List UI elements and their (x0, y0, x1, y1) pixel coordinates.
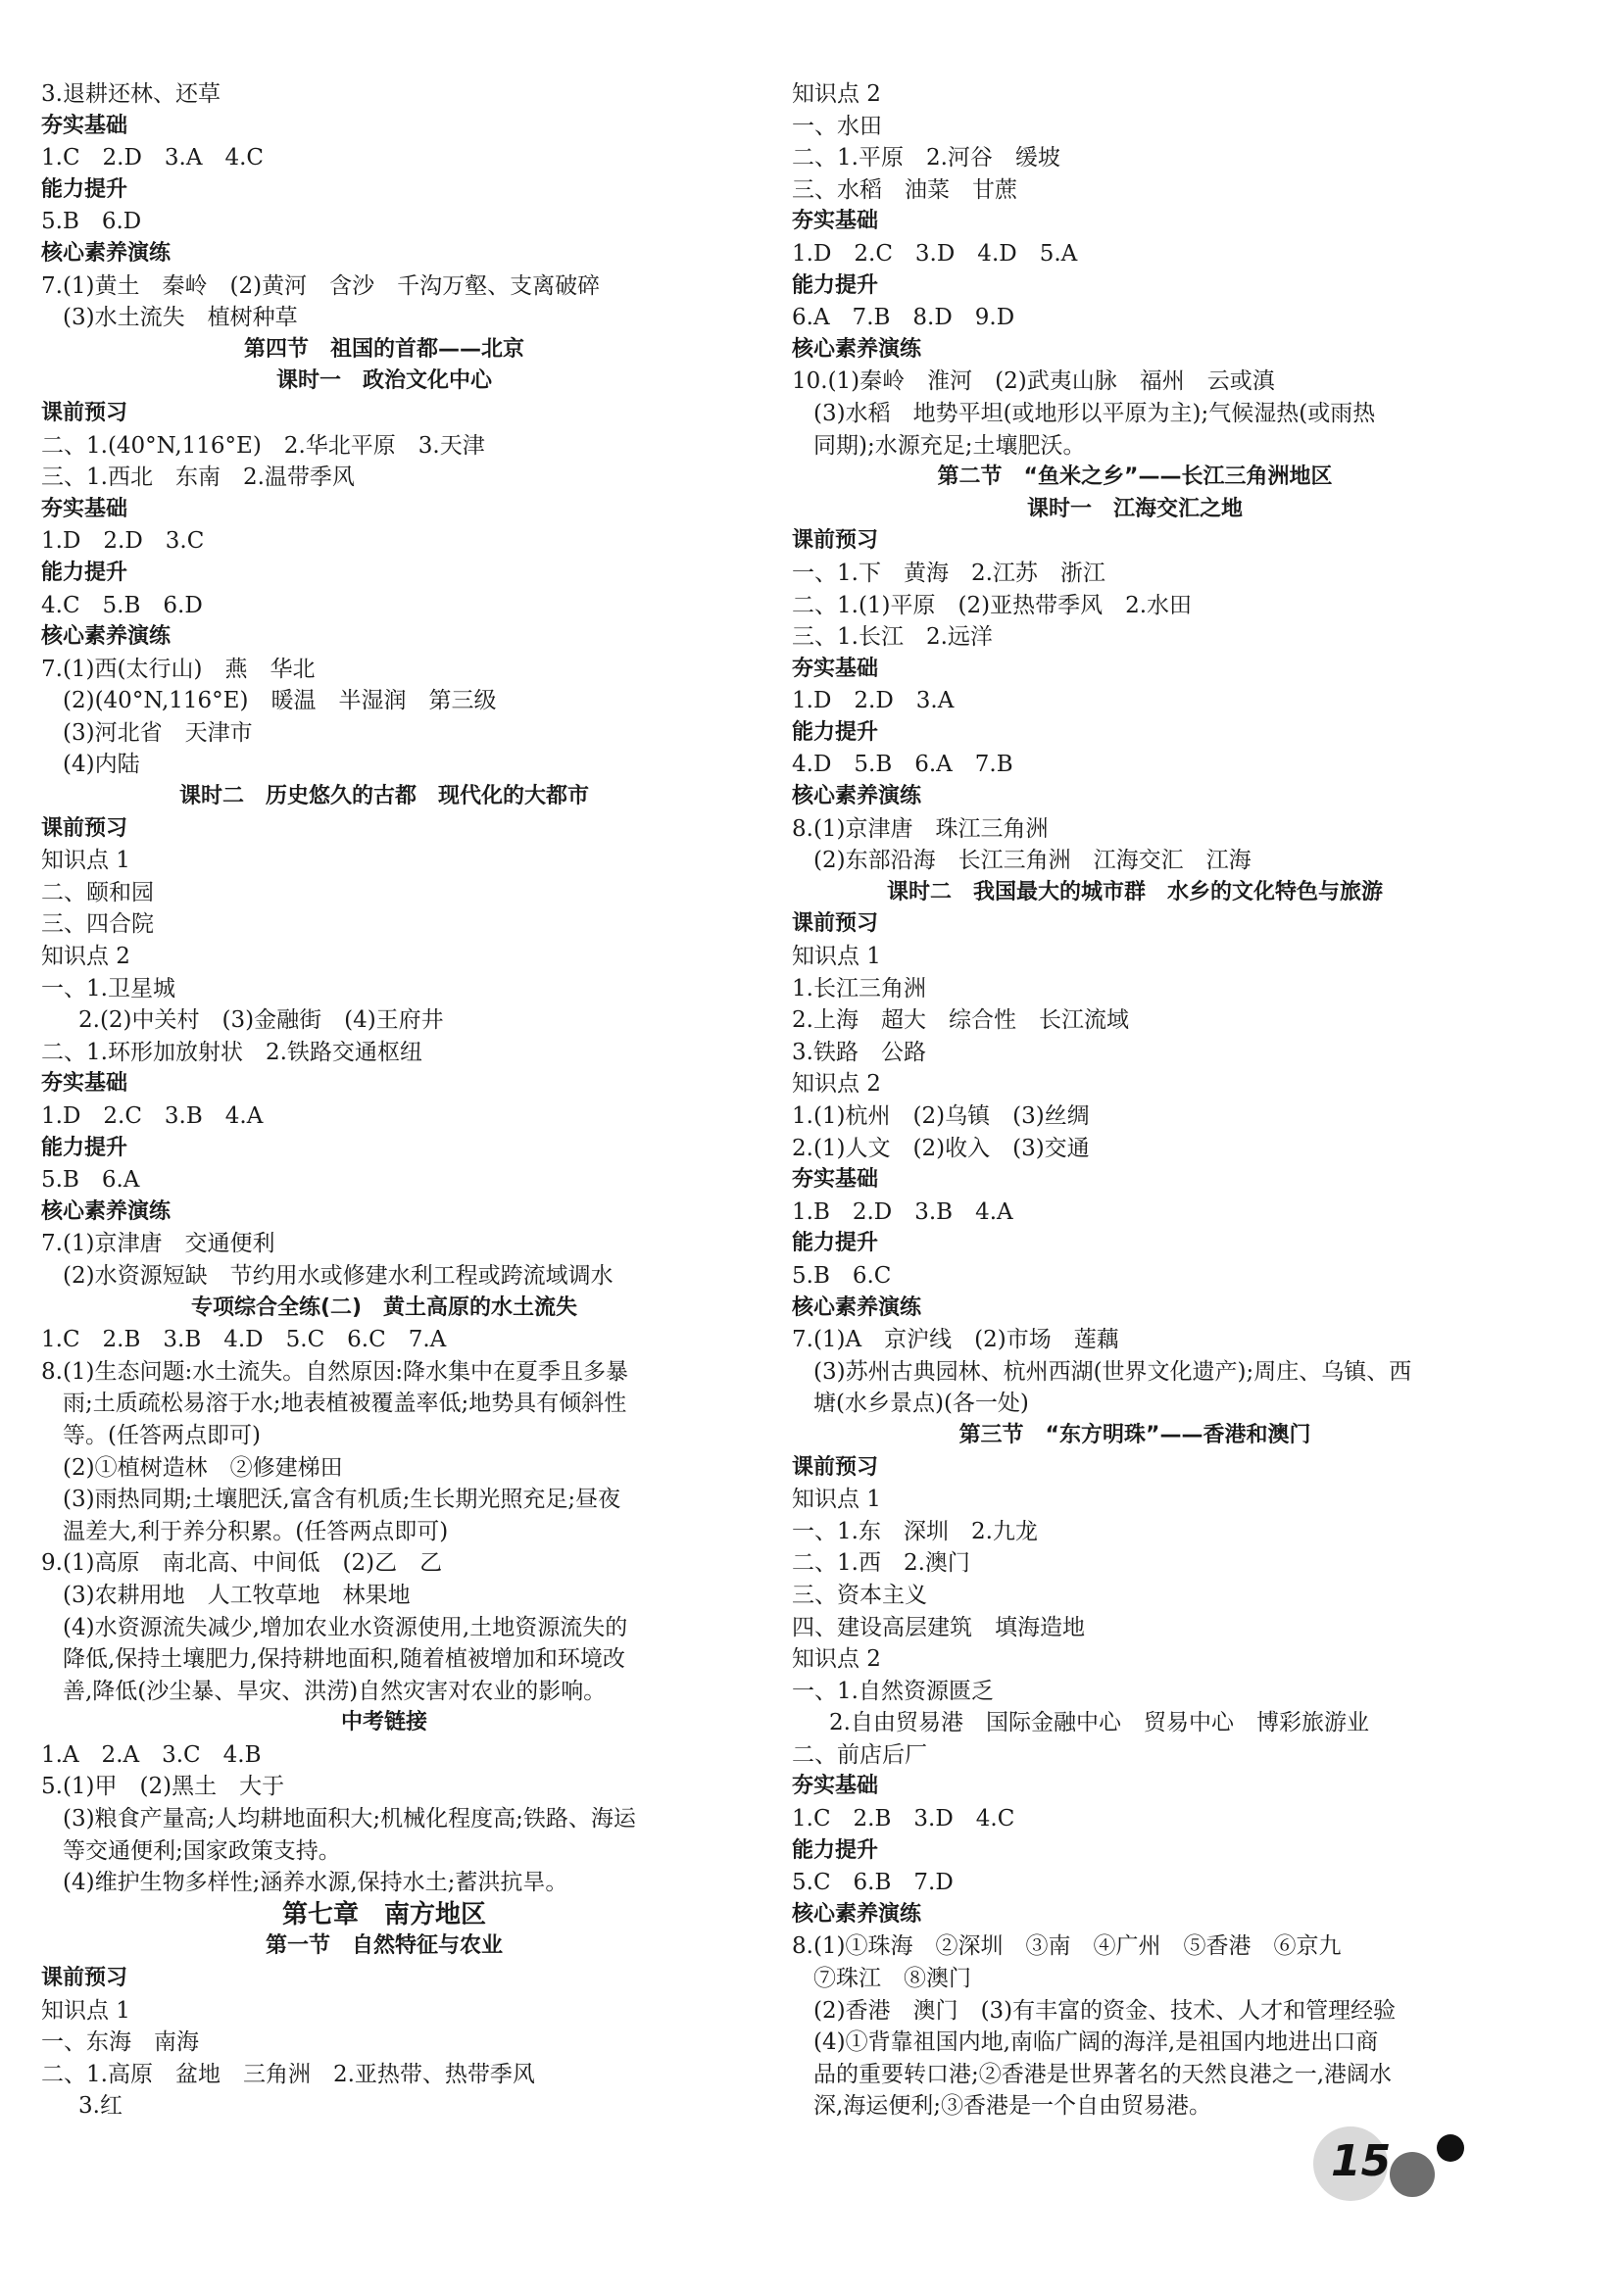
right-column-line: 1.C 2.B 3.D 4.C (792, 1806, 1015, 1832)
left-column-line: (3)水土流失 植树种草 (63, 305, 298, 331)
right-column-line: 5.C 6.B 7.D (792, 1870, 954, 1896)
right-column-line: 同期);水源充足;土壤肥沃。 (813, 432, 1086, 459)
right-column-line: 3.铁路 公路 (792, 1039, 926, 1065)
right-column-line: 塘(水乡景点)(各一处) (813, 1391, 1029, 1417)
right-column-line: 8.(1)①珠海 ②深圳 ③南 ④广州 ⑤香港 ⑥京九 (792, 1933, 1342, 1960)
left-column-line: 2.(2)中关村 (3)金融街 (4)王府井 (78, 1007, 444, 1034)
left-column-line: 等。(任答两点即可) (63, 1422, 261, 1448)
right-column-line: 2.上海 超大 综合性 长江流域 (792, 1007, 1129, 1034)
right-column-line: 夯实基础 (792, 1774, 879, 1799)
left-column-line: 一、1.卫星城 (41, 975, 175, 1001)
right-column-line: 二、1.西 2.澳门 (792, 1550, 970, 1577)
right-column-line: 8.(1)京津唐 珠江三角洲 (792, 815, 1049, 842)
left-column-line: 二、1.(40°N,116°E) 2.华北平原 3.天津 (41, 432, 485, 459)
right-column-line: 二、1.平原 2.河谷 缓坡 (792, 145, 1060, 171)
left-column-line: 二、颐和园 (41, 879, 154, 905)
left-column-line: 等交通便利;国家政策支持。 (63, 1837, 341, 1864)
left-column-line: 5.B 6.D (41, 209, 142, 235)
left-column-line: 第七章 南方地区 (281, 1899, 486, 1930)
left-column-line: 二、1.环形加放射状 2.铁路交通枢纽 (41, 1039, 422, 1065)
right-column-line: 三、资本主义 (792, 1582, 927, 1608)
left-column-line: 核心素养演练 (41, 624, 172, 650)
right-column-line: 一、1.自然资源匮乏 (792, 1678, 994, 1704)
right-column-line: 课前预习 (792, 911, 879, 937)
left-column-line: (3)河北省 天津市 (63, 719, 253, 746)
left-column-line: 9.(1)高原 南北高、中间低 (2)乙 乙 (41, 1550, 443, 1577)
left-column-line: 1.D 2.C 3.B 4.A (41, 1103, 264, 1129)
right-column-line: 二、前店后厂 (792, 1741, 927, 1768)
left-column-line: 核心素养演练 (41, 240, 172, 266)
right-column-line: 夯实基础 (792, 209, 879, 234)
right-column-line: 知识点 1 (792, 1487, 881, 1513)
right-column-line: 课时一 江海交汇之地 (1026, 496, 1243, 521)
left-column-line: 能力提升 (41, 1135, 128, 1160)
right-column-line: 能力提升 (792, 272, 879, 298)
right-column-line: (3)水稻 地势平坦(或地形以平原为主);气候湿热(或雨热 (813, 400, 1376, 426)
left-column-line: 4.C 5.B 6.D (41, 592, 203, 618)
left-column-line: 1.D 2.D 3.C (41, 528, 205, 555)
right-column-line: (3)苏州古典园林、杭州西湖(世界文化遗产);周庄、乌镇、西 (813, 1358, 1412, 1385)
left-column-line: 1.C 2.D 3.A 4.C (41, 145, 265, 171)
right-column-line: 三、水稻 油菜 甘蔗 (792, 176, 1017, 203)
left-column-line: 8.(1)生态问题:水土流失。自然原因:降水集中在夏季且多暴 (41, 1358, 629, 1385)
right-column-line: 核心素养演练 (792, 1295, 922, 1320)
left-column-line: 第四节 祖国的首都——北京 (243, 336, 524, 362)
right-column-line: 一、1.下 黄海 2.江苏 浙江 (792, 560, 1105, 586)
left-column-line: 雨;土质疏松易溶于水;地表植被覆盖率低;地势具有倾斜性 (63, 1391, 627, 1417)
left-column-line: 5.(1)甲 (2)黑土 大于 (41, 1774, 285, 1800)
left-column-line: (3)雨热同期;土壤肥沃,富含有机质;生长期光照充足;昼夜 (63, 1487, 621, 1513)
left-column-line: (3)农耕用地 人工牧草地 林果地 (63, 1582, 411, 1608)
right-column-line: 5.B 6.C (792, 1262, 892, 1289)
right-column-line: 品的重要转口港;②香港是世界著名的天然良港之一,港阔水 (813, 2061, 1393, 2087)
right-column-line: 一、水田 (792, 113, 882, 139)
left-column-line: 5.B 6.A (41, 1167, 140, 1194)
right-column-line: 6.A 7.B 8.D 9.D (792, 305, 1015, 331)
right-column-line: 夯实基础 (792, 656, 879, 681)
left-column-line: 夯实基础 (41, 496, 128, 521)
left-column-line: 二、1.高原 盆地 三角洲 2.亚热带、热带季风 (41, 2061, 535, 2087)
right-column-line: 1.(1)杭州 (2)乌镇 (3)丝绸 (792, 1103, 1090, 1129)
left-column-line: 课时二 历史悠久的古都 现代化的大都市 (178, 784, 589, 809)
right-column-line: 第二节 “鱼米之乡”——长江三角洲地区 (937, 464, 1333, 490)
right-column-line: 10.(1)秦岭 淮河 (2)武夷山脉 福州 云或滇 (792, 368, 1275, 395)
left-column-line: 课前预习 (41, 815, 128, 841)
left-column-line: 夯实基础 (41, 113, 128, 138)
left-column-line: 能力提升 (41, 560, 128, 585)
left-column-line: 专项综合全练(二) 黄土高原的水土流失 (190, 1295, 578, 1320)
left-column-line: (2)水资源短缺 节约用水或修建水利工程或跨流域调水 (63, 1262, 614, 1289)
left-column-line: (4)内陆 (63, 752, 140, 778)
page-number-badge (1313, 2126, 1470, 2205)
left-column-line: 知识点 1 (41, 848, 130, 874)
left-column-line: 能力提升 (41, 176, 128, 202)
right-column-line: 课前预习 (792, 528, 879, 554)
left-column-line: 1.A 2.A 3.C 4.B (41, 1741, 262, 1768)
right-column-line: 核心素养演练 (792, 1901, 922, 1927)
right-column-line: 核心素养演练 (792, 784, 922, 809)
left-column-line: 核心素养演练 (41, 1198, 172, 1224)
right-column-line: 知识点 1 (792, 944, 881, 970)
badge-circle-dark (1437, 2134, 1464, 2162)
left-column-line: (4)水资源流失减少,增加农业水资源使用,土地资源流失的 (63, 1614, 628, 1640)
right-column-line: 三、1.长江 2.远洋 (792, 624, 993, 651)
left-column-line: 中考链接 (340, 1710, 427, 1735)
left-column-line: 课前预习 (41, 1966, 128, 1991)
right-column-line: 核心素养演练 (792, 336, 922, 362)
left-column (41, 78, 727, 2123)
left-column-line: 降低,保持土壤肥力,保持耕地面积,随着植被增加和环境改 (63, 1646, 625, 1673)
right-column-line: 2.(1)人文 (2)收入 (3)交通 (792, 1135, 1090, 1161)
left-column-line: 一、东海 南海 (41, 2029, 199, 2056)
right-column-line: 1.D 2.C 3.D 4.D 5.A (792, 240, 1078, 267)
left-column-line: 3.退耕还林、还草 (41, 81, 221, 107)
right-column-line: 能力提升 (792, 1837, 879, 1863)
right-column-line: 能力提升 (792, 719, 879, 745)
left-column-line: 7.(1)黄土 秦岭 (2)黄河 含沙 千沟万壑、支离破碎 (41, 272, 601, 299)
left-column-line: 7.(1)西(太行山) 燕 华北 (41, 656, 316, 682)
right-column-line: 课时二 我国最大的城市群 水乡的文化特色与旅游 (886, 879, 1383, 904)
left-column-line: 夯实基础 (41, 1071, 128, 1097)
right-column-line: 二、1.(1)平原 (2)亚热带季风 2.水田 (792, 592, 1193, 618)
right-column-line: 能力提升 (792, 1231, 879, 1256)
left-column-line: (4)维护生物多样性;涵养水源,保持水土;蓄洪抗旱。 (63, 1870, 568, 1896)
right-column-line: ⑦珠江 ⑧澳门 (813, 1966, 971, 1992)
left-column-line: 第一节 自然特征与农业 (265, 1933, 503, 1959)
right-column-line: 夯实基础 (792, 1167, 879, 1193)
right-column-line: 一、1.东 深圳 2.九龙 (792, 1518, 1038, 1544)
right-column-line: 1.D 2.D 3.A (792, 688, 955, 714)
left-column-line: 三、1.西北 东南 2.温带季风 (41, 464, 355, 491)
right-column-line: 课前预习 (792, 1454, 879, 1480)
left-column-line: 1.C 2.B 3.B 4.D 5.C 6.C 7.A (41, 1327, 447, 1353)
page-number: 15 (1331, 2136, 1392, 2186)
right-column-line: 知识点 2 (792, 1646, 881, 1673)
left-column-line: 善,降低(沙尘暴、旱灾、洪涝)自然灾害对农业的影响。 (63, 1678, 607, 1704)
right-column-line: 第三节 “东方明珠”——香港和澳门 (958, 1422, 1311, 1447)
left-column-line: 温差大,利于养分积累。(任答两点即可) (63, 1518, 449, 1544)
right-column-line: 1.B 2.D 3.B 4.A (792, 1198, 1013, 1225)
left-column-line: 7.(1)京津唐 交通便利 (41, 1231, 275, 1257)
right-column-line: 四、建设高层建筑 填海造地 (792, 1614, 1085, 1640)
right-column-line: 7.(1)A 京沪线 (2)市场 莲藕 (792, 1327, 1119, 1353)
right-column-line: (2)香港 澳门 (3)有丰富的资金、技术、人才和管理经验 (813, 1997, 1397, 2024)
right-column-line: 知识点 2 (792, 81, 881, 107)
right-column-line: 深,海运便利;③香港是一个自由贸易港。 (813, 2093, 1212, 2120)
left-column-line: (2)①植树造林 ②修建梯田 (63, 1454, 343, 1481)
right-column-line: 知识点 2 (792, 1071, 881, 1098)
left-column-line: 知识点 2 (41, 944, 130, 970)
left-column-line: (2)(40°N,116°E) 暖温 半湿润 第三级 (63, 688, 497, 714)
left-column-line: 知识点 1 (41, 1997, 130, 2024)
left-column-line: 课时一 政治文化中心 (275, 368, 492, 394)
right-column-line: 2.自由贸易港 国际金融中心 贸易中心 博彩旅游业 (829, 1710, 1369, 1736)
left-column-line: 课前预习 (41, 400, 128, 425)
badge-circle-mid (1390, 2152, 1435, 2197)
right-column-line: (4)①背靠祖国内地,南临广阔的海洋,是祖国内地进出口商 (813, 2029, 1379, 2056)
left-column-line: (3)粮食产量高;人均耕地面积大;机械化程度高;铁路、海运 (63, 1806, 636, 1832)
right-column-line: 4.D 5.B 6.A 7.B (792, 752, 1013, 778)
right-column-line: (2)东部沿海 长江三角洲 江海交汇 江海 (813, 848, 1252, 874)
right-column-line: 1.长江三角洲 (792, 975, 926, 1001)
left-column-line: 三、四合院 (41, 911, 154, 938)
left-column-line: 3.红 (78, 2093, 123, 2120)
right-column (792, 78, 1478, 2123)
